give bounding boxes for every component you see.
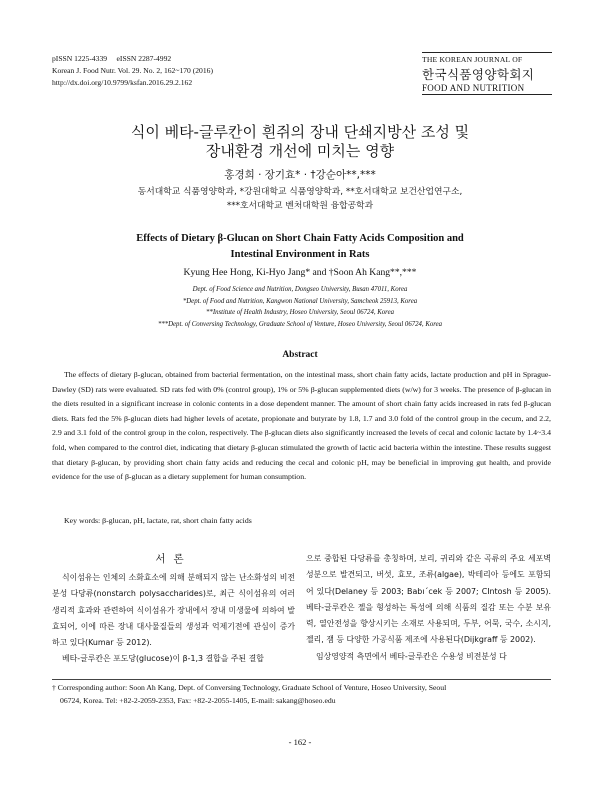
- right-paragraph-1: 으로 중합된 다당류를 총칭하며, 보리, 귀리와 같은 곡류의 주요 세포벽 성분으로 발견되고, 버섯, 효모, 조류(algae), 박테리아 등에도 포함되어 있다(Delaney 등 2003; Babı´cek 등 2007; CIntosh 등 2005). 베타-글루칸은 젤을 형성하는 특성에 의해 식품의 질감 또는 수분 보유력, 열안전성을 향상시키는 소재로 사용되며, 두부, 어묵, 국수, 소시지, 젤리, 잼 등 다양한 가공식품 제조에 사용된다(Dijkgraff 등 2002).: [306, 554, 551, 645]
- journal-name-ko: 한국식품영양학회지: [422, 67, 535, 82]
- issn: pISSN 1225-4339 eISSN 2287-4992: [52, 54, 172, 63]
- english-aff-4: ***Dept. of Conversing Technology, Graduate School of Venture, Hoseo University, Seoul 06724, Korea: [157, 320, 443, 328]
- korean-aff-line1: 동서대학교 식품영양학과, *강원대학교 식품영양학과, **호서대학교 보건산업연구소,: [137, 187, 463, 197]
- right-paragraph-2: 임상영양적 측면에서 베타-글루칸은 수용성 비전분성 다: [316, 651, 507, 661]
- english-aff-2: *Dept. of Food and Nutrition, Kangwon National University, Samcheok 25913, Korea: [182, 297, 418, 305]
- english-aff-3: **Institute of Health Industry, Hoseo University, Seoul 06724, Korea: [206, 309, 394, 316]
- left-column: [52, 570, 295, 668]
- korean-title-line2: 장내환경 개선에 미치는 영향: [205, 142, 395, 160]
- doi-link[interactable]: http://dx.doi.org/10.9799/ksfan.2016.29.2.162: [52, 78, 193, 87]
- left-paragraph-1: 식이섬유는 인체의 소화효소에 의해 분해되지 않는 난소화성의 비전분성 다당류(nonstarch polysaccharides)로, 최근 식이섬유의 여러 생리적 효과와 관련하여 식이섬유가 장내에서 장내 미생물에 의하여 발효되어, 이에 따른 장내 대사물질들의 생성과 억제기전에 관심이 증가하고 있다(Kumar 등 2012).: [52, 573, 295, 648]
- abstract-heading: Abstract: [282, 350, 318, 360]
- footnote-line1: † Corresponding author: Soon Ah Kang, Dept. of Conversing Technology, Graduate School of Venture, Hoseo University, Seoul: [52, 683, 447, 692]
- english-title-line2: Intestinal Environment in Rats: [230, 249, 370, 260]
- korean-title: [0, 123, 600, 161]
- english-aff-1: Dept. of Food Science and Nutrition, Dongseo University, Busan 47011, Korea: [192, 286, 408, 293]
- footnote-divider: [52, 679, 551, 680]
- english-authors: Kyung Hee Hong, Ki-Hyo Jang* and †Soon Ah Kang**,***: [183, 267, 417, 278]
- korean-affiliations: [0, 185, 600, 213]
- citation-block: [52, 53, 213, 89]
- footnote-line2: 06724, Korea. Tel: +82-2-2059-2353, Fax: +82-2-2055-1405, E-mail: sakang@hoseo.edu: [60, 696, 336, 705]
- english-title-line1: Effects of Dietary β-Glucan on Short Chain Fatty Acids Composition and: [136, 233, 464, 244]
- corresponding-author-footnote: [52, 681, 552, 707]
- english-title: [0, 231, 600, 263]
- korean-authors: 홍경희 · 장기효* · †강순아**,***: [224, 169, 376, 181]
- right-column: [306, 551, 551, 665]
- journal-logo: [422, 52, 552, 95]
- citation: Korean J. Food Nutr. Vol. 29. No. 2, 162~170 (2016): [52, 66, 213, 75]
- korean-title-line1: 식이 베타-글루칸이 흰쥐의 장내 단쇄지방산 조성 및: [130, 123, 470, 141]
- page-number: - 162 -: [288, 737, 312, 747]
- left-paragraph-2: 베타-글루칸은 포도당(glucose)이 β-1,3 결합을 주된 결합: [62, 654, 264, 664]
- abstract-text: The effects of dietary β-glucan, obtained from bacterial fermentation, on the intestinal mass, short chain fatty acids, lactate production and pH in Sprague-Dawley (SD) rats were evaluated. SD rats fed with 0% (control group), 1% or 5% β-glucan supplemented diets (w/w) for 3 weeks. The presence of β-glucan in the diets resulted in a significant increase in colonic contents in a dose dependent manner. The amount of short chain fatty acids increased in rats fed β-glucan diets. Rats fed the 5% β-glucan diets had higher levels of acetate, propionate and butyrate by 1.8, 1.7 and 3.0 fold of the control group in the cecum, and 2.2, 2.9 and 3.1 fold of the control group in the colon, respectively. The β-glucan diets also significantly increased the levels of cecal and colonic lactate by 1.4~3.4 fold, when compared to the control diet, indicating that dietary β-glucan stimulated the growth of lactic acid bacteria within the intestine. These results suggest that dietary β-glucan, by providing short chain fatty acids and reducing the cecal and colonic pH, may be beneficial in improving gut health, and provide evidence for the use of β-glucan as a dietary supplement for human consumption.: [52, 370, 551, 482]
- korean-aff-line2: ***호서대학교 벤처대학원 융합공학과: [226, 201, 374, 211]
- journal-name-en-top: THE KOREAN JOURNAL OF: [422, 55, 523, 64]
- english-affiliations: [0, 284, 600, 330]
- section-heading-introduction: 서론: [155, 553, 192, 565]
- journal-name-en-bottom: FOOD AND NUTRITION: [422, 83, 552, 95]
- keywords: Key words: β-glucan, pH, lactate, rat, short chain fatty acids: [64, 516, 252, 525]
